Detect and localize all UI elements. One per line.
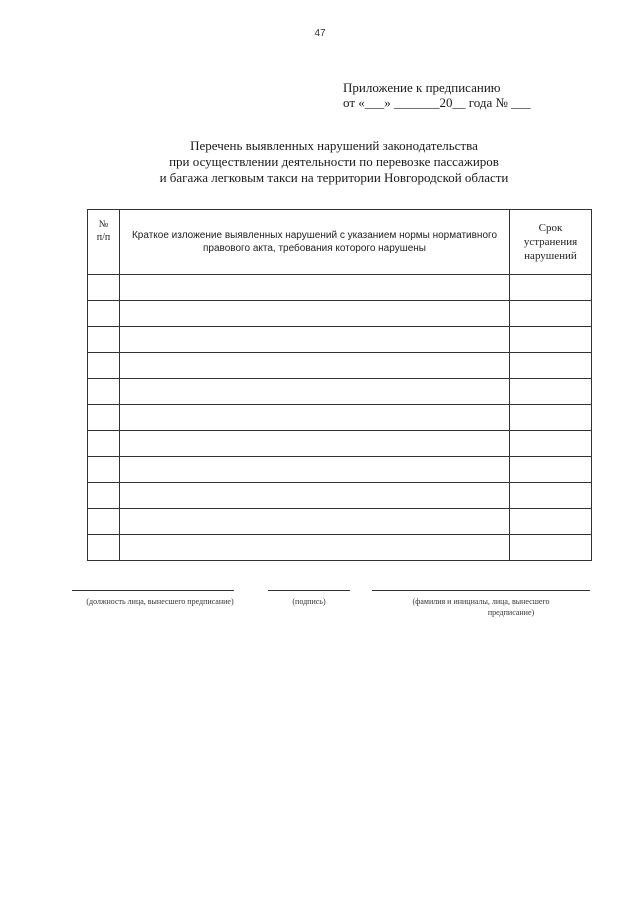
appendix-reference xyxy=(343,80,531,110)
title-line-2: при осуществлении деятельности по перевозке пассажиров xyxy=(169,154,499,169)
cell-term[interactable] xyxy=(510,301,592,327)
cell-description[interactable] xyxy=(120,301,510,327)
cell-number[interactable] xyxy=(88,379,120,405)
header-term-line-1: Срок xyxy=(538,222,563,234)
table-header-row xyxy=(88,210,592,275)
name-signature-line xyxy=(372,590,590,591)
table-row xyxy=(88,509,592,535)
cell-number[interactable] xyxy=(88,483,120,509)
cell-number[interactable] xyxy=(88,509,120,535)
cell-term[interactable] xyxy=(510,509,592,535)
cell-number[interactable] xyxy=(88,327,120,353)
table-row xyxy=(88,431,592,457)
position-caption: (должность лица, вынесшего предписание) xyxy=(86,597,234,606)
cell-number[interactable] xyxy=(88,457,120,483)
cell-description[interactable] xyxy=(120,457,510,483)
appendix-label: Приложение к предписанию xyxy=(343,80,501,95)
table-row xyxy=(88,535,592,561)
violations-table xyxy=(87,209,592,561)
cell-number[interactable] xyxy=(88,405,120,431)
cell-term[interactable] xyxy=(510,483,592,509)
table-row xyxy=(88,379,592,405)
table-row xyxy=(88,483,592,509)
table-row xyxy=(88,327,592,353)
table-body xyxy=(88,275,592,561)
title-line-3: и багажа легковым такси на территории Новгородской области xyxy=(159,170,509,185)
name-caption-line-2: предписание) xyxy=(487,608,535,617)
cell-term[interactable] xyxy=(510,353,592,379)
table-row xyxy=(88,353,592,379)
page-number: 47 xyxy=(314,28,326,39)
header-term xyxy=(510,210,592,275)
cell-term[interactable] xyxy=(510,535,592,561)
name-caption-line-1: (фамилия и инициалы, лица, вынесшего xyxy=(412,597,550,606)
name-caption xyxy=(372,596,590,618)
table-row xyxy=(88,457,592,483)
cell-term[interactable] xyxy=(510,457,592,483)
header-number-symbol: № xyxy=(98,219,109,230)
cell-description[interactable] xyxy=(120,431,510,457)
cell-description[interactable] xyxy=(120,405,510,431)
appendix-date-number: от «___» _______20__ года № ___ xyxy=(343,95,531,110)
signature-line xyxy=(268,590,350,591)
header-term-line-3: нарушений xyxy=(524,250,577,262)
cell-term[interactable] xyxy=(510,275,592,301)
cell-description[interactable] xyxy=(120,509,510,535)
cell-number[interactable] xyxy=(88,275,120,301)
title-line-1: Перечень выявленных нарушений законодательства xyxy=(190,138,478,153)
cell-description[interactable] xyxy=(120,275,510,301)
cell-description[interactable] xyxy=(120,483,510,509)
cell-number[interactable] xyxy=(88,353,120,379)
document-title xyxy=(0,138,640,186)
cell-description[interactable] xyxy=(120,327,510,353)
table-row xyxy=(88,301,592,327)
cell-term[interactable] xyxy=(510,379,592,405)
header-term-line-2: устранения xyxy=(523,236,578,248)
header-number xyxy=(88,210,120,275)
signature-caption: (подпись) xyxy=(292,597,326,606)
position-signature-line xyxy=(72,590,234,591)
header-description: Краткое изложение выявленных нарушений с указанием нормы нормативного правового акта, требования которого нарушены xyxy=(120,210,510,275)
cell-description[interactable] xyxy=(120,535,510,561)
cell-term[interactable] xyxy=(510,431,592,457)
table-row xyxy=(88,275,592,301)
cell-description[interactable] xyxy=(120,379,510,405)
cell-term[interactable] xyxy=(510,327,592,353)
cell-term[interactable] xyxy=(510,405,592,431)
cell-number[interactable] xyxy=(88,431,120,457)
cell-number[interactable] xyxy=(88,535,120,561)
cell-number[interactable] xyxy=(88,301,120,327)
table-row xyxy=(88,405,592,431)
cell-description[interactable] xyxy=(120,353,510,379)
header-number-abbr: п/п xyxy=(96,232,111,243)
